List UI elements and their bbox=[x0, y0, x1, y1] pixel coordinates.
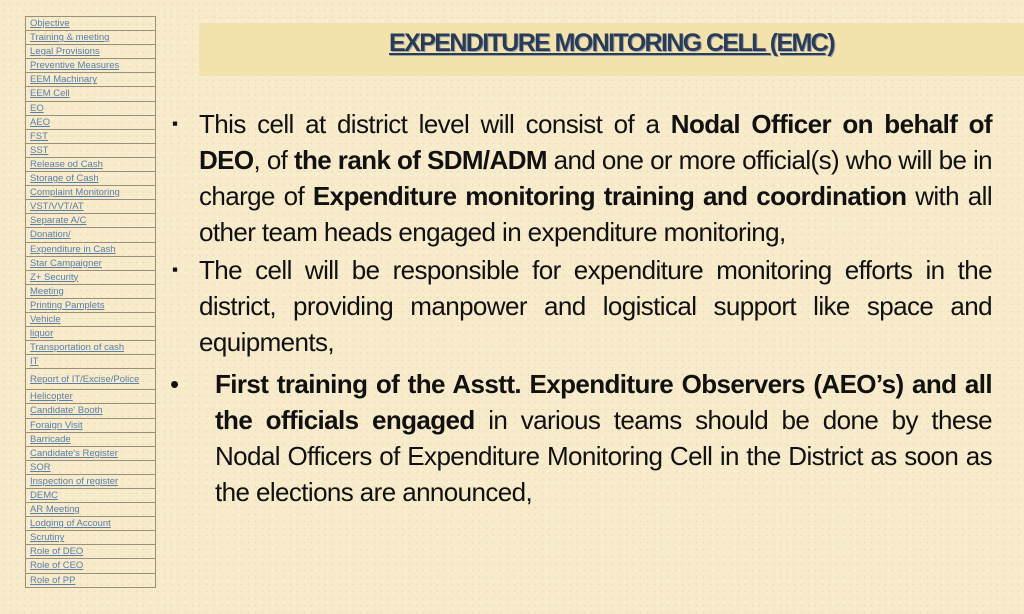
nav-link[interactable]: Vehicle bbox=[26, 313, 155, 327]
nav-link[interactable]: Storage of Cash bbox=[26, 172, 155, 186]
page-title: EXPENDITURE MONITORING CELL (EMC) bbox=[389, 29, 834, 57]
nav-link[interactable]: Barricade bbox=[26, 433, 155, 447]
bullet-point-2 bbox=[170, 252, 992, 360]
bullet-text: This cell at district level will consist of a Nodal Officer on behalf of DEO, of the rank of SDM/ADM and one or more official(s) who will be in charge of Expenditure monitoring training and coordination with all other team heads engaged in expenditure monitoring, bbox=[199, 109, 992, 247]
nav-link[interactable]: Candidate' Booth bbox=[26, 404, 155, 418]
nav-link[interactable]: Separate A/C bbox=[26, 214, 155, 228]
nav-link[interactable]: Training & meeting bbox=[26, 31, 155, 45]
nav-link[interactable]: Objective bbox=[26, 17, 155, 31]
nav-link[interactable]: Preventive Measures bbox=[26, 59, 155, 73]
sidebar-nav bbox=[25, 16, 156, 588]
nav-link[interactable]: Candidate's Register bbox=[26, 447, 155, 461]
nav-link[interactable]: Transportation of cash bbox=[26, 341, 155, 355]
nav-link[interactable]: Lodging of Account bbox=[26, 517, 155, 531]
bullet-text: First training of the Asstt. Expenditure Observers (AEO’s) and all the officials engaged in various teams should be done by these Nodal Officers of Expenditure Monitoring Cell in the District as soon as the elections are announced, bbox=[215, 369, 993, 507]
nav-link[interactable]: Meeting bbox=[26, 285, 155, 299]
round-bullet-icon: • bbox=[170, 369, 179, 399]
nav-link[interactable]: Z+ Security bbox=[26, 271, 155, 285]
nav-link[interactable]: Report of IT/Excise/Police bbox=[26, 369, 155, 390]
nav-link[interactable]: Donation/ bbox=[26, 228, 155, 242]
nav-link[interactable]: IT bbox=[26, 355, 155, 369]
nav-link[interactable]: Expenditure in Cash bbox=[26, 243, 155, 257]
content-area bbox=[170, 106, 992, 510]
nav-link[interactable]: Helicopter bbox=[26, 390, 155, 404]
nav-link[interactable]: SST bbox=[26, 144, 155, 158]
nav-link[interactable]: Role of PP bbox=[26, 574, 155, 588]
nav-link[interactable]: DEMC bbox=[26, 489, 155, 503]
nav-link[interactable]: SOR bbox=[26, 461, 155, 475]
nav-link[interactable]: EEM Machinary bbox=[26, 73, 155, 87]
nav-link[interactable]: Star Campaigner bbox=[26, 257, 155, 271]
nav-link[interactable]: EO bbox=[26, 102, 155, 116]
title-band bbox=[199, 23, 1024, 76]
nav-link[interactable]: VST/VVT/AT bbox=[26, 200, 155, 214]
nav-link[interactable]: Release od Cash bbox=[26, 158, 155, 172]
nav-link[interactable]: Scrutiny bbox=[26, 531, 155, 545]
square-bullet-icon: ▪ bbox=[172, 260, 178, 279]
nav-link[interactable]: Foraign Visit bbox=[26, 419, 155, 433]
bullet-point-1 bbox=[170, 106, 992, 250]
square-bullet-icon: ▪ bbox=[172, 114, 178, 133]
nav-link[interactable]: Role of CEO bbox=[26, 559, 155, 573]
nav-link[interactable]: AEO bbox=[26, 116, 155, 130]
nav-link[interactable]: Complaint Monitoring bbox=[26, 186, 155, 200]
nav-link[interactable]: Printing Pamplets bbox=[26, 299, 155, 313]
nav-link[interactable]: liquor bbox=[26, 327, 155, 341]
bullet-point-3 bbox=[170, 366, 992, 510]
nav-link[interactable]: AR Meeting bbox=[26, 503, 155, 517]
nav-link[interactable]: EEM Cell bbox=[26, 87, 155, 101]
nav-link[interactable]: FST bbox=[26, 130, 155, 144]
nav-link[interactable]: Legal Provisions bbox=[26, 45, 155, 59]
nav-link[interactable]: Inspection of register bbox=[26, 475, 155, 489]
bullet-text: The cell will be responsible for expenditure monitoring efforts in the district, providing manpower and logistical support like space and equipments, bbox=[199, 255, 992, 357]
nav-link[interactable]: Role of DEO bbox=[26, 545, 155, 559]
